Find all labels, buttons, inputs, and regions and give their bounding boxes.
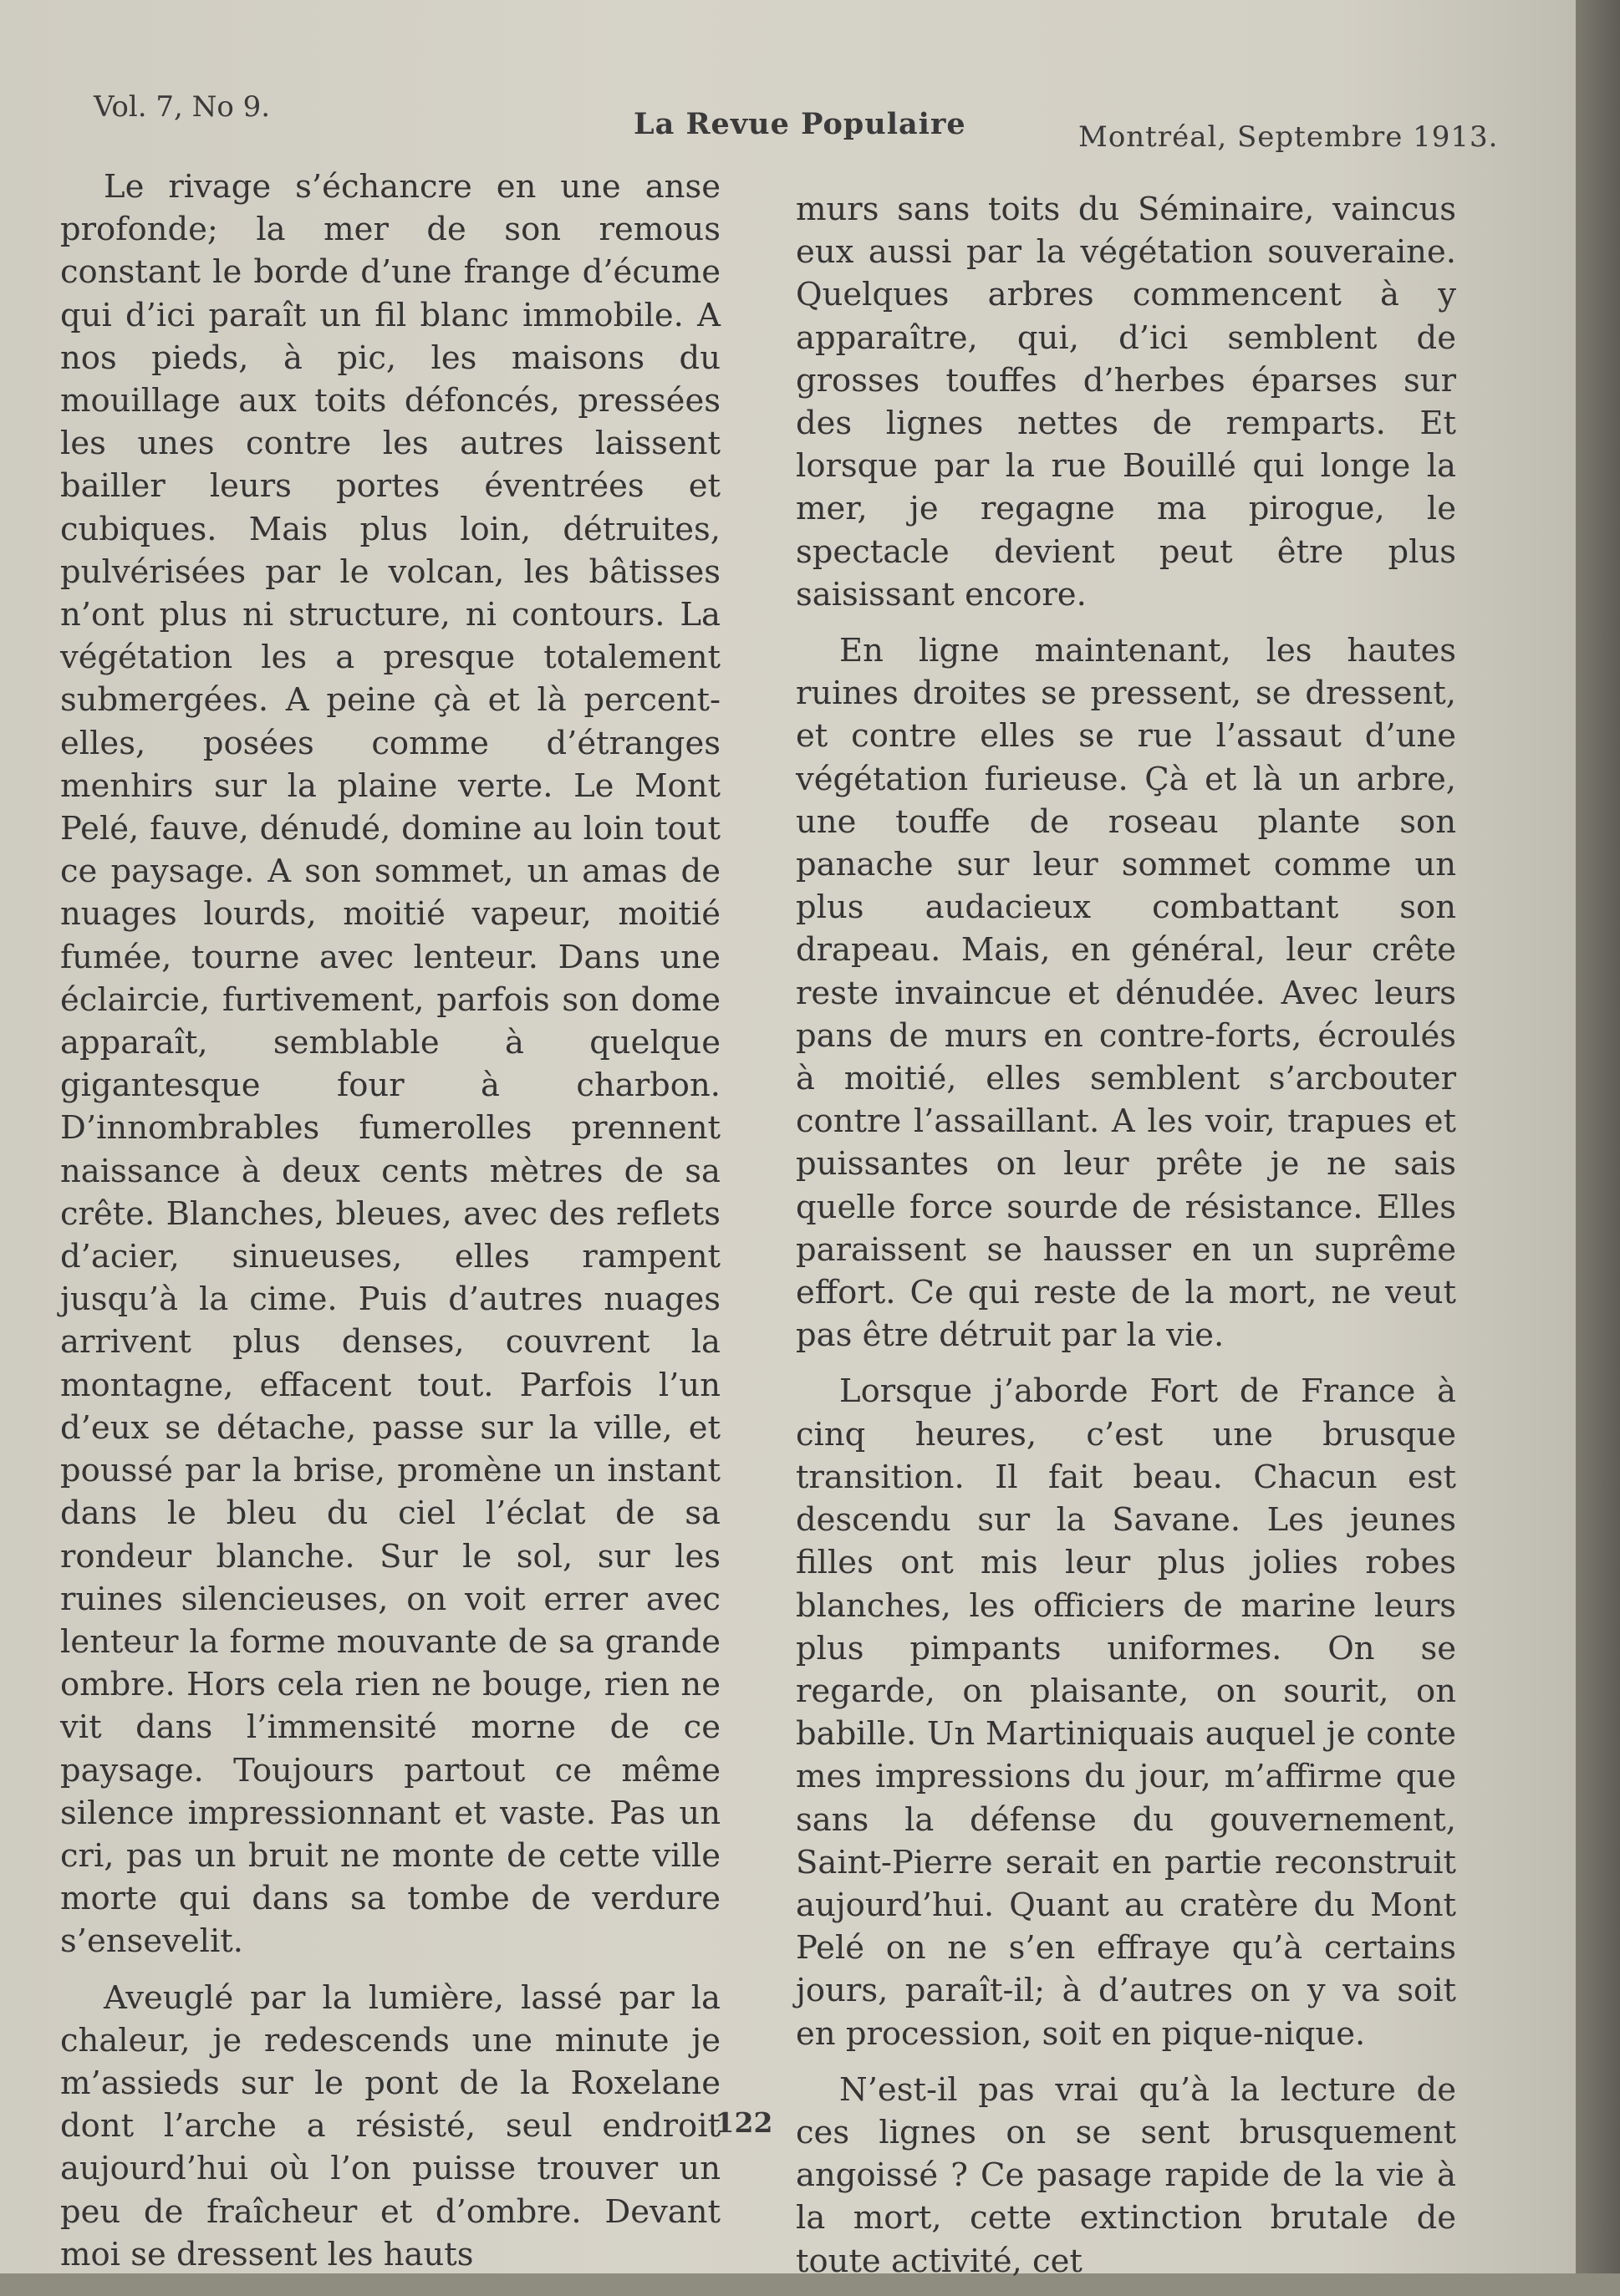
issue-place-date: Montréal, Septembre 1913. bbox=[1078, 120, 1499, 154]
paragraph: En ligne maintenant, les hautes ruines droites se pressent, se dressent, et contre elles se rue l’assaut d’une végétation furieuse. Çà et là un arbre, une touffe de roseau plante son panache sur leur sommet comme un plus audacieux combattant son drapeau. Mais, en général, leur crête reste invaincue et dénudée. Avec leurs pans de murs en contre-forts, écroulés à moitié, elles semblent s’arcbouter contre l’assaillant. A les voir, trapues et puissantes on leur prête je ne sais quelle force sourde de résistance. Elles paraissent se hausser en un suprême effort. Ce qui reste de la mort, ne veut pas être détruit par la vie. bbox=[796, 632, 1456, 1355]
paragraph: Aveuglé par la lumière, lassé par la chaleur, je redescends une minute je m’assieds sur le pont de la Roxelane dont l’arche a résisté, seul endroit aujourd’hui où l’on puisse trouver un peu de fraîcheur et d’ombre. Devant moi se dressent les hauts bbox=[60, 1978, 721, 2273]
paragraph: Lorsque j’aborde Fort de France à cinq heures, c’est une brusque transition. Il fait beau. Chacun est descendu sur la Savane. Les jeunes filles ont mis leur plus jolies robes blanches, les officiers de marine leurs plus pimpants uniformes. On se regarde, on plaisante, on sourit, on babille. Un Martiniquais auquel je conte mes impressions du jour, m’affirme que sans la défense du gouvernement, Saint-Pierre serait en partie reconstruit aujourd’hui. Quant au cratère du Mont Pelé on ne s’en effraye qu’à certains jours, paraît-il; à d’autres on y va soit en procession, soit en pique-nique. bbox=[796, 1372, 1456, 2053]
left-column bbox=[60, 165, 721, 2289]
paragraph: Le rivage s’échancre en une anse profonde; la mer de son remous constant le borde d’une frange d’écume qui d’ici paraît un fil blanc immobile. A nos pieds, à pic, les maisons du mouillage aux toits défoncés, pressées les unes contre les autres laissent bailler leurs portes éventrées et cubiques. Mais plus loin, détruites, pulvérisées par le volcan, les bâtisses n’ont plus ni structure, ni contours. La végétation les a presque totalement submergées. A peine çà et là percent-elles, posées comme d’étranges menhirs sur la plaine verte. Le Mont Pelé, fauve, dénudé, domine au loin tout ce paysage. A son sommet, un amas de nuages lourds, moitié vapeur, moitié fumée, tourne avec lenteur. Dans une éclaircie, furtivement, parfois son dome apparaît, semblable à quelque gigantesque four à charbon. D’innombrables fumerolles prennent naissance à deux cents mètres de sa crête. Blanches, bleues, avec des reflets d’acier, sinueuses, elles rampent jusqu’à la cime. Puis d’autres nuages arrivent plus denses, couvrent la montagne, effacent tout. Parfois l’un d’eux se détache, passe sur la ville, et poussé par la brise, promène un instant dans le bleu du ciel l’éclat de sa rondeur blanche. Sur le sol, sur les ruines silencieuses, on voit errer avec lenteur la forme mouvante de sa grande ombre. Hors cela rien ne bouge, rien ne vit dans l’immensité morne de ce paysage. Toujours partout ce même silence impressionnant et vaste. Pas un cri, pas un bruit ne monte de cette ville morte qui dans sa tombe de verdure s’ensevelit. bbox=[60, 168, 721, 1961]
paragraph: N’est-il pas vrai qu’à la lecture de ces lignes on se sent brusquement angoissé ? Ce pasage rapide de la vie à la mort, cette extinction brutale de toute activité, cet bbox=[796, 2070, 1456, 2280]
page-number: 122 bbox=[715, 2106, 773, 2139]
book-spine-shadow bbox=[1576, 0, 1620, 2273]
paragraph: murs sans toits du Séminaire, vaincus eux aussi par la végétation souveraine. Quelques arbres commencent à y apparaître, qui, d’ici semblent de grosses touffes d’herbes éparses sur des lignes nettes de remparts. Et lorsque par la rue Bouillé qui longe la mer, je regagne ma pirogue, le spectacle devient peut être plus saisissant encore. bbox=[796, 191, 1456, 613]
journal-title: La Revue Populaire bbox=[634, 107, 966, 141]
right-column bbox=[796, 188, 1456, 2296]
volume-number: Vol. 7, No 9. bbox=[94, 90, 271, 124]
running-header bbox=[0, 84, 1576, 159]
